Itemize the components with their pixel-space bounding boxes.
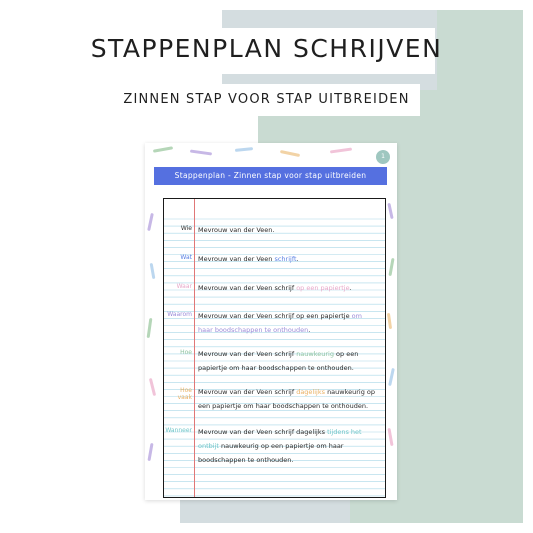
row-sentence [198,223,378,237]
decorative-stroke [387,428,393,446]
sentence-highlight: tijdens het ontbijt [198,428,362,451]
decorative-stroke [147,318,153,338]
sentence-fragment: Mevrouw van der Veen schrijf [198,284,297,292]
sentence-fragment: . [308,326,311,335]
sentence-fragment: . [296,255,299,263]
decorative-stroke [147,213,154,231]
decorative-stroke [280,150,300,157]
worksheet-banner: Stappenplan - Zinnen stap voor stap uitbreiden [154,167,387,185]
decorative-stroke [150,263,156,279]
row-question-label: Waar [176,283,192,290]
sentence-fragment: Mevrouw van der Veen. [198,226,275,234]
decorative-stroke [235,147,253,152]
row-question-label: Hoe [180,349,192,356]
page-title: STAPPENPLAN SCHRIJVEN [90,34,443,63]
row-question-label: Waarom [167,311,192,318]
sentence-fragment: nauwkeurig op een papiertje om haar boodschappen te onthouden. [198,388,376,411]
decorative-stroke [149,378,156,396]
row-sentence [198,252,378,266]
sentence-fragment: Mevrouw van der Veen schrijf [198,350,297,358]
row-sentence [198,385,378,413]
row-question-label: Hoe vaak [177,387,192,401]
row-question-label: Wie [180,225,192,232]
sentence-highlight: om haar boodschappen te onthouden [198,312,362,335]
page-number-badge: 1 [376,150,390,164]
ruled-paper [163,198,386,498]
sentence-highlight: op een papiertje [296,284,350,292]
sentence-fragment: . [349,284,352,292]
decorative-stroke [388,368,395,386]
decorative-stroke [387,203,393,219]
row-sentence [198,425,378,468]
sentence-highlight: schrijft [274,255,297,263]
decorative-stroke [388,258,394,276]
sentence-highlight: nauwkeurig [296,350,334,358]
page-subtitle: ZINNEN STAP VOOR STAP UITBREIDEN [123,92,410,107]
sentence-fragment: nauwkeurig op een papiertje om haar boodschappen te onthouden. [198,442,344,465]
decorative-stroke [330,147,352,153]
sentence-highlight: dagelijks [296,388,325,396]
worksheet-preview [145,143,397,500]
row-sentence [198,309,378,337]
sentence-fragment: Mevrouw van der Veen [198,255,275,263]
sentence-fragment: Mevrouw van der Veen schrijf [198,388,297,396]
row-question-label: Wanneer [165,427,192,434]
sentence-fragment: op een papiertje om haar boodschappen te onthouden. [198,350,359,373]
row-sentence [198,281,378,295]
decorative-stroke [190,149,212,155]
margin-line [194,199,195,497]
row-question-label: Wat [180,254,192,261]
sentence-fragment: Mevrouw van der Veen schrijf dagelijks [198,428,328,436]
sentence-fragment: Mevrouw van der Veen schrijf op een papiertje [198,312,352,320]
row-sentence [198,347,378,375]
decorative-stroke [153,146,173,152]
decorative-stroke [387,313,392,329]
decorative-stroke [147,443,153,461]
